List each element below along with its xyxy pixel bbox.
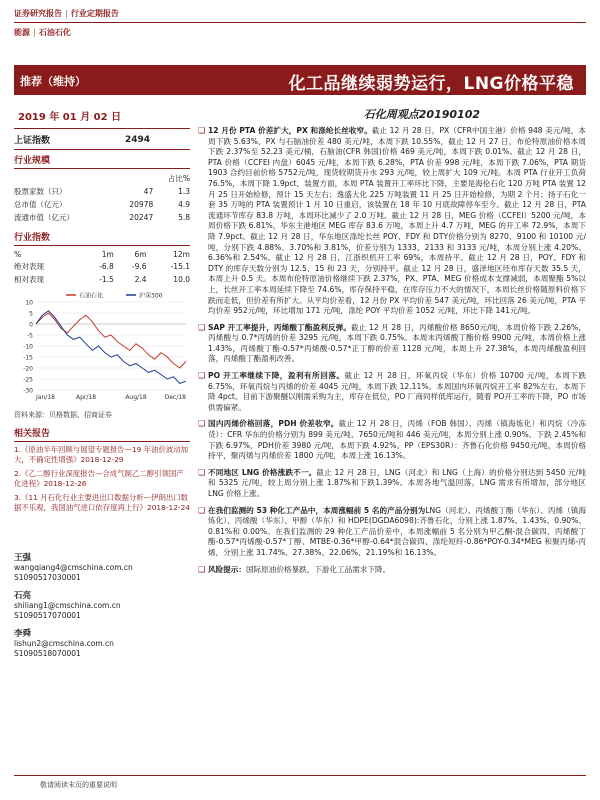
y-tick-label: 5 bbox=[29, 310, 33, 318]
index-label: 上证指数 bbox=[14, 136, 51, 146]
report-type: 证券研究报告 bbox=[14, 9, 62, 18]
index-table bbox=[14, 132, 190, 147]
table-row: 总市值（亿元） 20978 4.9 bbox=[14, 200, 190, 209]
page-title: 化工品继续弱势运行，LNG价格平稳 bbox=[288, 74, 574, 94]
paragraph: ❑ 12 月份 PTA 价差扩大，PX 和涤纶长丝收窄。截止 12 月 28 日，PX（CFR中国主港）价格 948 美元/吨，本周下跌 5.63%，PX 与石脑油价差 480 美元/吨，本周下跌 10.55%，截止 12 月 27 日，布伦特原油价格本周下跌 2.37%至 52.23 美元/桶，石脑油(CFR 韩国)价格 469 美元/吨，本周下跌 0.01%。截止 12 月 28 日，PTA 价格（CCFEI 内盘）6045 元/吨，本周下跌 6.28%，PTA 价差 998 元/吨，本周下跌 7.06%，PTA 期货 1903 合约目前价格 5752元/吨，现货较期货升水 293 元/吨，较上周扩大 109 元/吨。本周 PTA 行业开工负荷 76.5%，本周下降 1.9pct，装置方面，本周 PTA 装置开工率环比下降，主要是海伦石化 120 万吨 PTA 装置 12 月 25 日开始检修，预计 15 天左右；逸盛大化 225 万吨装置 11 月 25 日开始检修，为期 2 个月；扬子石化一套 35 万吨的 PTA 装置预计 1 月 10 日重启，该装置在 18 年 10 月底故障停车至今。截止 12 月 28 日，PTA 流通环节库存 83.8 万吨，本周环比减少了 2.0 万吨。截止 12 月 28 日，MEG 价格（CCFEI）5200 元/吨，本周价格下跌 6.81%，华东主港地区 MEG 库存 83.6 万吨，本周上升 4.7 万吨，MEG 的开工率 72.9%，本周下降 7.9pct。截止 12 月 28 日，华东地区涤纶长丝 POY、FDY 和 DTY价格分别为 8270、9100 和 10100 元/吨，分别下跌 4.88%、3.70%和 3.81%，价差分别为 1333、2133 和 3133 元/吨，本周分别上涨 4.20%、6.36%和 2.54%。截止 12 月 28 日，江浙织机开工率 69%，本周持平。截止 12 月 28 日，POY、FDY 和 DTY 的库存天数分别为 12.5、15 和 23 天，分别持平。截止 12 月 28 日，盛泽地区坯布库存天数 35.5 天，本周上升 0.5 天。本周布伦特原油价格继续下跌 2.37%，PX、PTA、MEG 价格成本支撑减弱，本周聚酯 5%以上，长丝开工率本周延续下降至 74.6%，库存保持平稳，在库存压力不大的情况下，本周长丝价格随原料价格下跌而走低，但价差有所扩大。从平均价差看，12 月份 PX 平均价差 547 美元/吨，环比回落 26 美元/吨，PTA 平均价差 952元/吨，环比增加 171 元/吨，涤纶 POY 平均价差 1052 元/吨，环比下降 141元/吨。 bbox=[198, 126, 587, 316]
analyst-email[interactable]: lishun2@cmschina.com.cn bbox=[14, 639, 114, 648]
report-category: 行业定期报告 bbox=[70, 9, 119, 18]
series-line bbox=[36, 311, 186, 384]
paragraph: ❑ 在我们监测的 53 种化工产品中，本周涨幅前 5 名的产品分别为LNG（河北）、丙烯酸丁酯（华东）、丙烯（镇海炼化）、丙烯酸（华东）、甲醇（华东）和 HDPE(DGDA6098):齐鲁石化，分别上涨 1.87%、1.43%、0.90%、0.81%和 0.00%。在我们监测的 29 种化工产品价差中，本周涨幅前 5 名分别为甲乙酮-混合碳四、丙烯酸丁酯-0.57*丙烯酸-0.57*丁醇、MTBE-0.36*甲醇-0.64*混合碳四、涤纶短纤-0.86*POY-0.34*MEG 和聚丙烯-丙烯，分别上涨 31.74%、27.38%、22.06%、21.19%和 16.13%。 bbox=[198, 505, 586, 557]
bullet-icon: ❑ bbox=[198, 467, 206, 477]
scale-col-header: 占比% bbox=[167, 174, 190, 183]
bullet-icon: ❑ bbox=[198, 419, 206, 429]
y-tick-label: -30 bbox=[23, 387, 33, 395]
report-date: 2019 年 01 月 02 日 bbox=[18, 112, 122, 123]
divider bbox=[14, 245, 190, 246]
legend-label: 石油石化 bbox=[79, 292, 104, 300]
bullet-icon: ❑ bbox=[198, 126, 206, 135]
divider bbox=[14, 128, 190, 129]
index-value: 2494 bbox=[124, 134, 150, 145]
y-tick-label: -5 bbox=[27, 332, 33, 340]
scale-title: 行业规模 bbox=[14, 156, 51, 166]
table-row: 相对表现 -1.5 2.4 10.0 bbox=[14, 275, 190, 284]
report-subtitle: 石化周观点20190102 bbox=[363, 108, 480, 121]
rating: 推荐（维持） bbox=[20, 75, 86, 88]
analyst-email[interactable]: shiliang1@cmschina.com.cn bbox=[14, 601, 121, 610]
x-tick-label: Jan/18 bbox=[36, 394, 55, 401]
x-tick-label: Apr/18 bbox=[75, 394, 97, 401]
bullet-icon: ❑ bbox=[198, 564, 206, 574]
y-tick-label: -20 bbox=[23, 365, 33, 373]
paragraph: ❑ SAP 开工率提升，丙烯酸丁酯盈利反弹。截止 12 月 28 日，丙烯酸价格 8650元/吨，本周价格下跌 2.26%，丙烯酸与 0.7*丙烯的价差 3295 元/吨，本周下跌 0.75%。本周末丙烯酸丁酯价格 9900 元/吨，本周价格上涨 1.43%，丙烯酸丁酯-0.57*丙烯酸-0.57*正丁醇的价差 1128 元/吨，本周上升 27.38%，本周丙烯酸盈利回落，丙烯酸丁酯盈利改善。 bbox=[198, 322, 586, 364]
related-reports bbox=[14, 445, 190, 513]
perf-table: % 1m 6m 12m 绝对表现 -6.8 -9.6 -15.1 相对表现 -1.5 2.4 10.0 bbox=[14, 250, 190, 284]
y-tick-label: -15 bbox=[23, 354, 33, 362]
left-column bbox=[14, 126, 190, 659]
related-report-link[interactable]: 2.《乙二醇行业深度报告—合成气制乙二醇引领国产化进程》2018-12-26 bbox=[14, 469, 184, 488]
footer-rule bbox=[14, 775, 586, 776]
x-tick-label: Dec/18 bbox=[164, 394, 186, 401]
org: 能源 bbox=[14, 28, 30, 37]
index-chart bbox=[14, 288, 190, 406]
x-tick-label: Aug/18 bbox=[125, 394, 147, 401]
bullet-icon: ❑ bbox=[198, 505, 206, 515]
y-tick-label: -10 bbox=[23, 343, 33, 351]
perf-title: 行业指数 bbox=[14, 233, 51, 243]
paragraph: ❑ 国内丙烯价格回落，PDH 价差收窄。截止 12 月 28 日，丙烯（FOB 韩国）、丙烯（镇海炼化）和丙烷（冷冻货）：CFR 华东的价格分别为 899 美元/吨、7650元/吨和 446 美元/吨，本周分别上涨 0.90%、下跌 2.45%和下跌 6.97%，PDH价差 3980 元/吨，本周下跌 4.92%。PP（EPS30R）：齐鲁石化价格 9450元/吨，本周价格持平，聚丙烯与丙烯价差 1800 元/吨，本周上涨 16.13%。 bbox=[198, 419, 586, 461]
scale-table bbox=[14, 172, 190, 224]
paragraph: ❑ 不同地区 LNG 价格涨跌不一。截止 12 月 28 日，LNG（河北）和 LNG（上海）的价格分别达到 5450 元/吨和 5325 元/吨，较上周分别上涨 1.87%和下跌1.39%。本周各地气温回落，LNG 需求有所增加，部分地区 LNG 价格上涨。 bbox=[198, 467, 586, 498]
series-line bbox=[36, 313, 186, 368]
y-tick-label: -25 bbox=[23, 376, 33, 384]
chart-svg bbox=[14, 288, 190, 406]
table-row: 绝对表现 -6.8 -9.6 -15.1 bbox=[14, 262, 190, 271]
related-report-link[interactable]: 3.《11 月石化行业主要进出口数据分析—伊朗出口数据不乐观，我国油气进口依存度再上行》2018-12-24 bbox=[14, 493, 190, 512]
paragraph: ❑ 风险提示：国际原油价格暴跌，下游化工品需求下降。 bbox=[198, 564, 391, 574]
divider bbox=[14, 149, 190, 150]
table-row: 流通市值（亿元） 20247 5.8 bbox=[14, 213, 190, 222]
bullet-icon: ❑ bbox=[198, 322, 206, 332]
analyst-email[interactable]: wangqiang4@cmschina.com.cn bbox=[14, 563, 133, 572]
related-title: 相关报告 bbox=[14, 429, 51, 439]
report-header: 证券研究报告 | 行业定期报告 bbox=[14, 9, 119, 18]
analyst-block: 王强 wangqiang4@cmschina.com.cn S1090517030001 bbox=[14, 553, 190, 583]
footer-note: 敬请阅读末页的重要说明 bbox=[40, 781, 117, 789]
source-note: 资料来源：贝格数据、招商证券 bbox=[14, 411, 112, 419]
divider bbox=[14, 441, 190, 442]
legend-label: 沪深300 bbox=[139, 292, 163, 300]
industry-header: 能源 | 石油石化 bbox=[14, 28, 71, 37]
header-rule bbox=[14, 22, 586, 23]
y-tick-label: 0 bbox=[29, 321, 33, 329]
related-report-link[interactable]: 1.《原油半年回顾与展望专题报告—19 年油价波动加大，不确定性增强》2018-12-29 bbox=[14, 445, 189, 464]
analyst-block: 李舜 lishun2@cmschina.com.cn S1090518070001 bbox=[14, 629, 190, 659]
bullet-icon: ❑ bbox=[198, 371, 206, 381]
y-tick-label: 10 bbox=[25, 299, 33, 307]
title-banner bbox=[14, 65, 586, 95]
analyst-block: 石亮 shiliang1@cmschina.com.cn S1090517070001 bbox=[14, 591, 190, 621]
table-row: 股票家数（只） 47 1.3 bbox=[14, 187, 190, 196]
main-text bbox=[198, 126, 586, 581]
paragraph: ❑ PO 开工率继续下降，盈利有所回落。截止 12 月 28 日，环氧丙烷（华东）价格 10700 元/吨，本周下跌 6.75%，环氧丙烷与丙烯的价差 4045 元/吨，本周下跌 12.11%。本周国内环氧丙烷开工率 82%左右，本周下降 4pct。目前下游聚醚以刚需采购为主，库存在低位，PO 厂商同样低库运行，随着 PO开工率的下降，PO 市场供需偏紧。 bbox=[198, 371, 586, 412]
divider bbox=[14, 168, 190, 169]
industry: 石油石化 bbox=[38, 28, 71, 37]
